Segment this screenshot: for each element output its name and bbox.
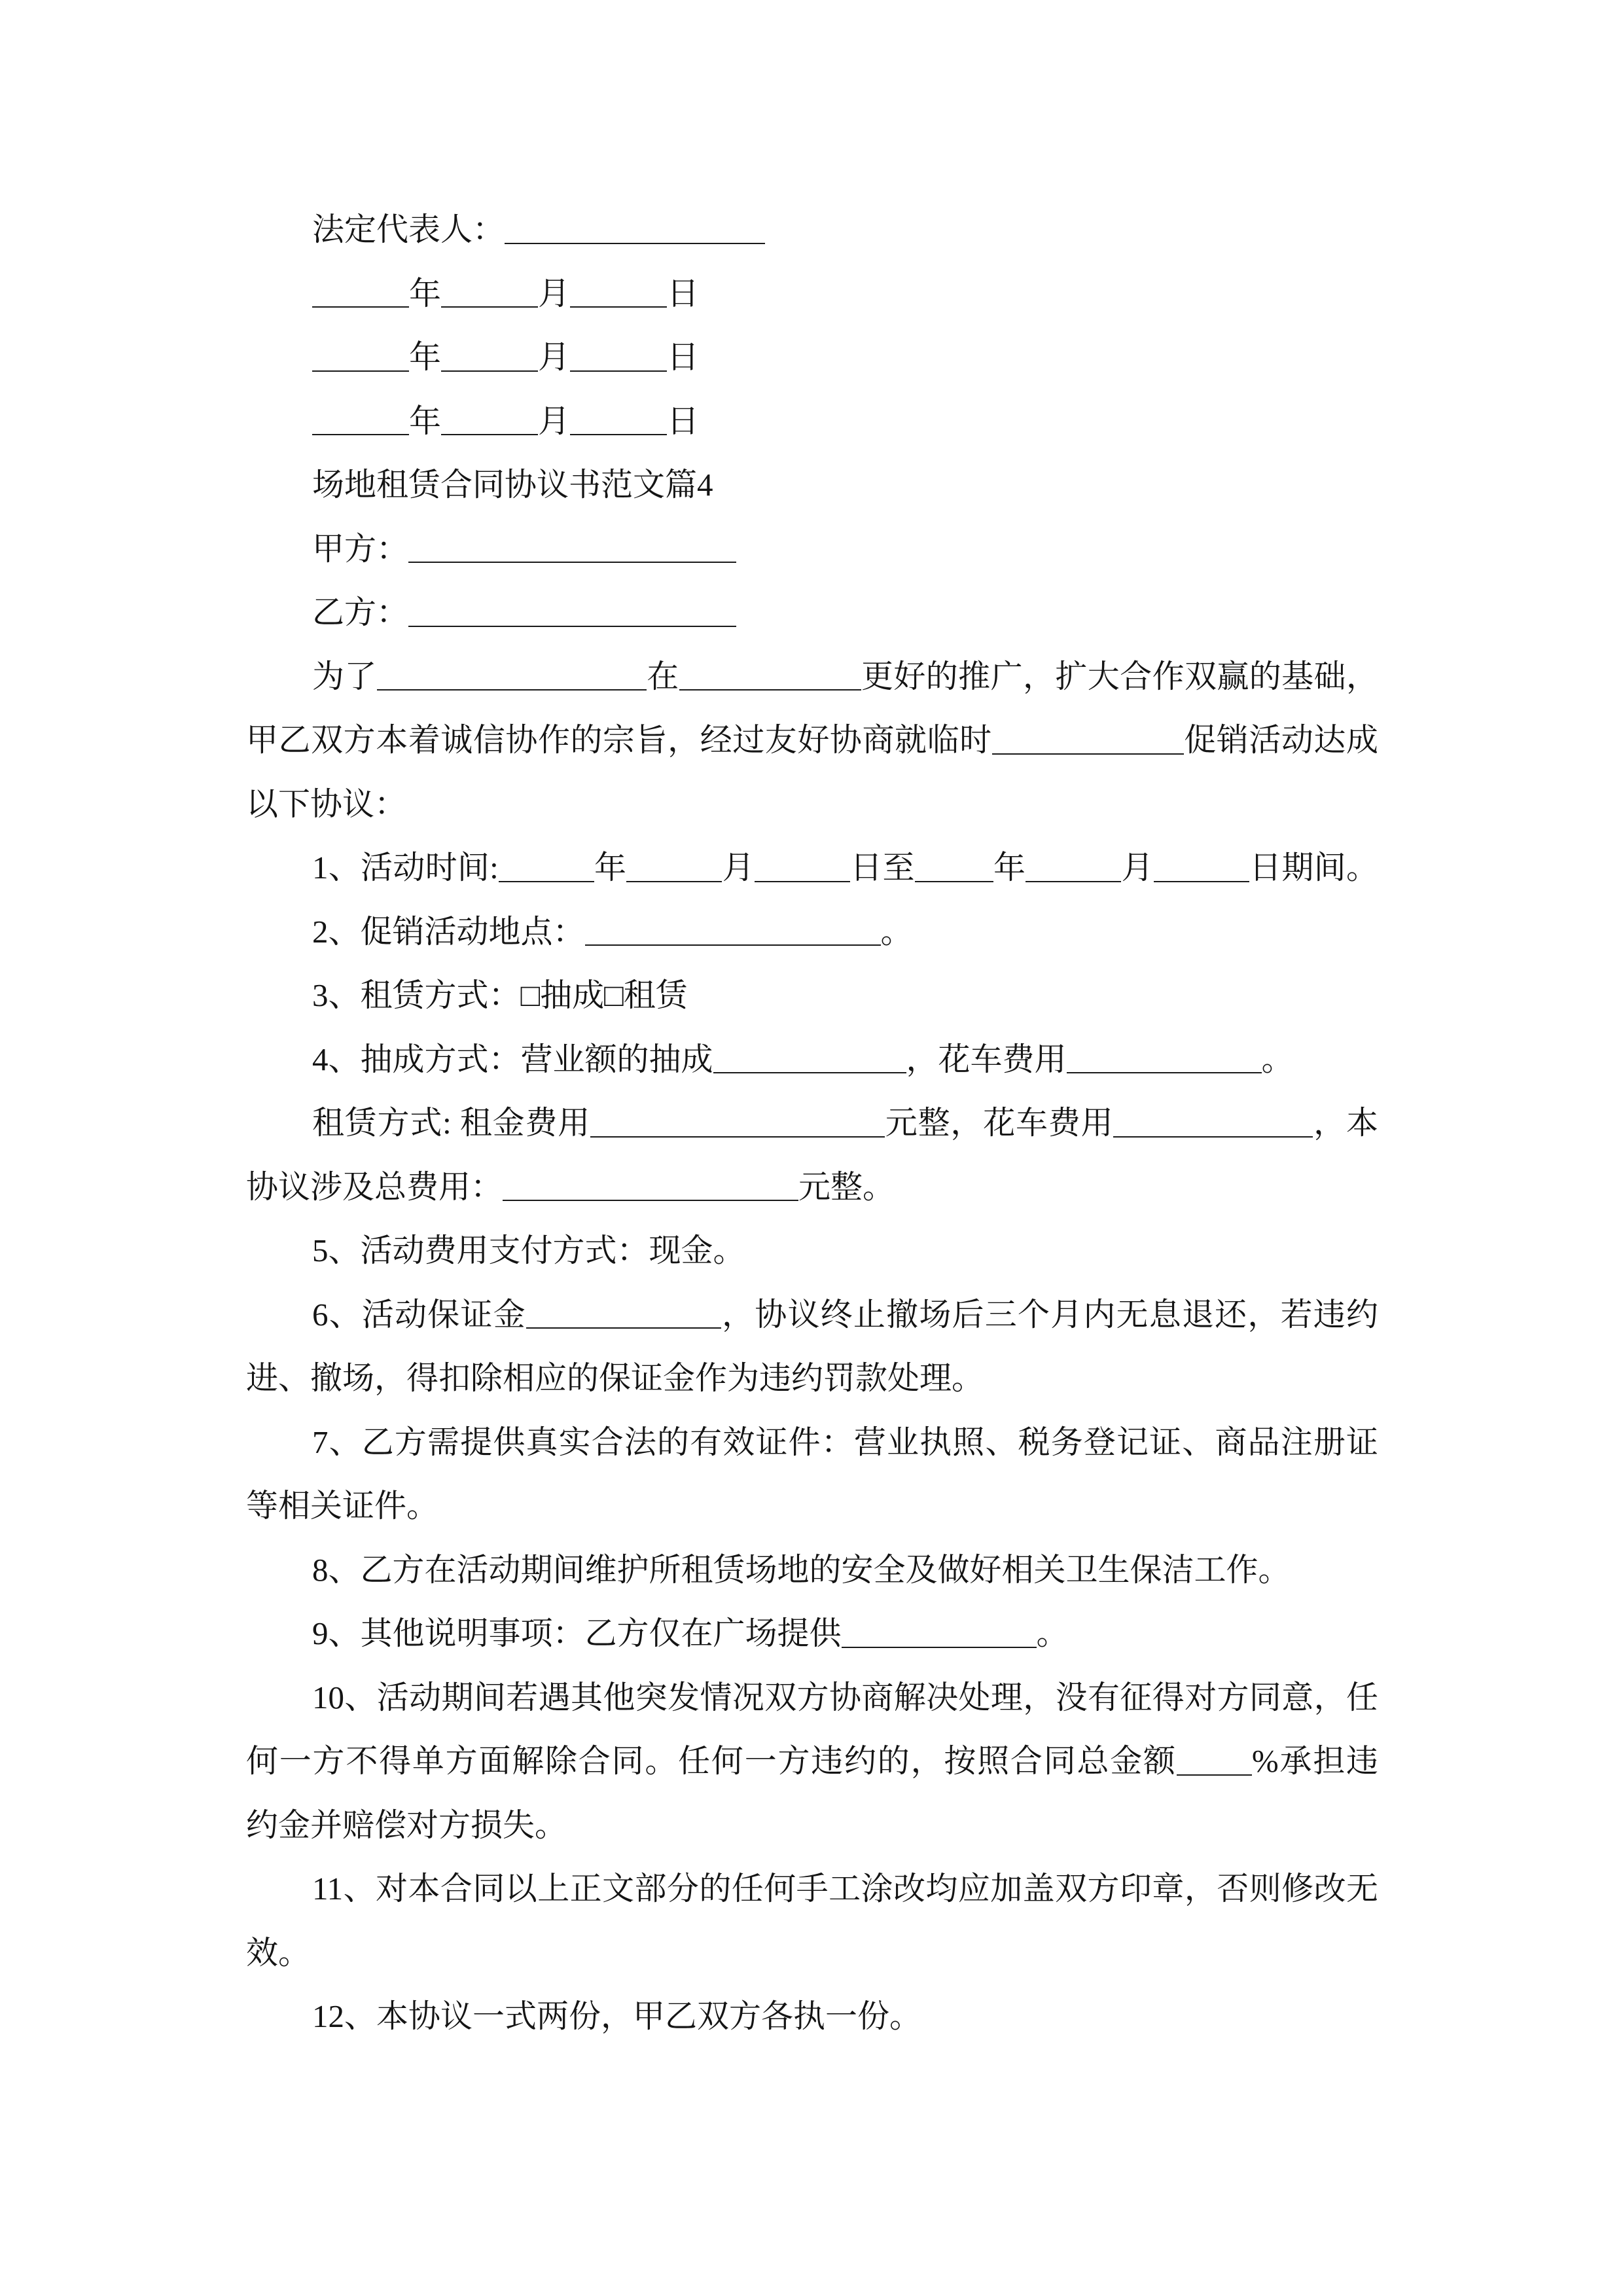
party-a-blank bbox=[408, 533, 736, 563]
day-label: 日至 bbox=[849, 850, 915, 886]
legal-representative-line bbox=[246, 198, 1378, 262]
section-title: 场地租赁合同协议书范文篇4 bbox=[312, 467, 713, 503]
document-page bbox=[246, 198, 1378, 2049]
clause-7-line-2: 等相关证件。 bbox=[246, 1488, 439, 1524]
party-b-label: 乙方： bbox=[312, 594, 409, 630]
intro-line-2 bbox=[246, 708, 1378, 772]
clause-text: ，花车费用 bbox=[906, 1041, 1067, 1077]
end-year-blank bbox=[915, 852, 993, 882]
year-label: 年 bbox=[409, 339, 442, 375]
cart-fee-blank bbox=[1113, 1107, 1313, 1138]
intro-text: 促销活动达成 bbox=[1183, 722, 1378, 758]
legal-representative-blank bbox=[505, 214, 765, 244]
month-label: 月 bbox=[1121, 850, 1154, 886]
start-month-blank bbox=[626, 852, 722, 882]
party-b-line bbox=[246, 581, 1378, 645]
clause-text: 协议涉及总费用： bbox=[246, 1168, 503, 1205]
organizer-blank bbox=[377, 660, 647, 691]
year-label: 年 bbox=[409, 275, 442, 312]
month-blank bbox=[441, 342, 538, 372]
intro-line-1 bbox=[246, 645, 1378, 709]
clause-label: 租赁方式: 租金费用 bbox=[312, 1105, 591, 1141]
day-label: 日 bbox=[667, 403, 700, 439]
day-blank bbox=[570, 342, 667, 372]
clause-text: %承担违 bbox=[1251, 1743, 1378, 1779]
month-label: 月 bbox=[538, 403, 571, 439]
total-fee-blank bbox=[503, 1171, 798, 1201]
day-blank bbox=[570, 278, 667, 308]
start-day-blank bbox=[755, 852, 850, 882]
clause-10-line-1: 10、活动期间若遇其他突发情况双方协商解决处理，没有征得对方同意，任 bbox=[312, 1679, 1378, 1715]
year-label: 年 bbox=[594, 850, 627, 886]
clause-label: 9、其他说明事项：乙方仅在广场提供 bbox=[312, 1615, 842, 1651]
deposit-blank bbox=[526, 1299, 721, 1329]
day-blank bbox=[570, 405, 667, 435]
clause-5-payment: 5、活动费用支付方式：现金。 bbox=[312, 1232, 745, 1268]
clause-2-location bbox=[246, 900, 1378, 964]
clause-label: 1、活动时间: bbox=[312, 850, 499, 886]
penalty-percent-blank bbox=[1177, 1746, 1252, 1776]
party-b-blank bbox=[408, 597, 736, 627]
intro-text: 甲乙双方本着诚信协作的宗旨，经过友好协商就临时 bbox=[246, 722, 992, 758]
month-blank bbox=[441, 278, 538, 308]
rental-line-2 bbox=[246, 1155, 1378, 1219]
year-blank bbox=[312, 405, 409, 435]
day-label: 日 bbox=[667, 275, 700, 312]
clause-10-line-3: 约金并赔偿对方损失。 bbox=[246, 1806, 567, 1843]
commission-blank bbox=[713, 1043, 906, 1073]
clause-12: 12、本协议一式两份，甲乙双方各执一份。 bbox=[312, 1998, 922, 2034]
month-label: 月 bbox=[538, 275, 571, 312]
clause-6-line-1 bbox=[246, 1283, 1378, 1347]
clause-text: 。 bbox=[1261, 1041, 1294, 1077]
clause-text: 何一方不得单方面解除合同。任何一方违约的，按照合同总金额 bbox=[246, 1743, 1177, 1779]
date-line bbox=[246, 262, 1378, 326]
date-line bbox=[246, 325, 1378, 389]
clause-1-activity-time bbox=[246, 836, 1378, 900]
party-a-line bbox=[246, 517, 1378, 581]
clause-text: 。 bbox=[1036, 1615, 1069, 1651]
provision-blank bbox=[842, 1618, 1037, 1648]
day-label: 日期间。 bbox=[1249, 850, 1378, 886]
clause-11-line-2: 效。 bbox=[246, 1934, 311, 1971]
clause-label: 2、促销活动地点： bbox=[312, 913, 585, 950]
end-day-blank bbox=[1154, 852, 1249, 882]
clause-6-line-2: 进、撤场，得扣除相应的保证金作为违约罚款处理。 bbox=[246, 1360, 984, 1396]
clause-7-line-1: 7、乙方需提供真实合法的有效证件：营业执照、税务登记证、商品注册证 bbox=[312, 1424, 1378, 1460]
intro-text: 更好的推广，扩大合作双赢的基础， bbox=[861, 658, 1378, 694]
year-label: 年 bbox=[993, 850, 1026, 886]
start-year-blank bbox=[499, 852, 594, 882]
clause-4-commission bbox=[246, 1028, 1378, 1092]
year-blank bbox=[312, 342, 409, 372]
month-label: 月 bbox=[538, 339, 571, 375]
clause-text: ，本 bbox=[1313, 1105, 1378, 1141]
rental-line-1 bbox=[246, 1091, 1378, 1155]
clause-11-line-1: 11、对本合同以上正文部分的任何手工涂改均应加盖双方印章，否则修改无 bbox=[312, 1871, 1378, 1907]
day-label: 日 bbox=[667, 339, 700, 375]
clause-text: 。 bbox=[880, 913, 913, 950]
clause-label: 4、抽成方式：营业额的抽成 bbox=[312, 1041, 713, 1077]
intro-line-3: 以下协议： bbox=[246, 785, 407, 822]
date-line bbox=[246, 389, 1378, 454]
legal-representative-label: 法定代表人： bbox=[312, 211, 505, 247]
intro-text: 为了 bbox=[312, 658, 377, 694]
clause-label: 6、活动保证金 bbox=[312, 1296, 526, 1333]
intro-text: 在 bbox=[646, 658, 679, 694]
clause-3-rental-mode: 3、租赁方式：□抽成□租赁 bbox=[312, 977, 688, 1013]
month-label: 月 bbox=[722, 850, 755, 886]
month-blank bbox=[441, 405, 538, 435]
clause-text: 元整。 bbox=[798, 1168, 895, 1205]
clause-text: 元整，花车费用 bbox=[885, 1105, 1114, 1141]
year-blank bbox=[312, 278, 409, 308]
clause-9 bbox=[246, 1602, 1378, 1666]
venue-blank bbox=[679, 660, 861, 691]
rent-fee-blank bbox=[590, 1107, 885, 1138]
end-month-blank bbox=[1026, 852, 1121, 882]
party-a-label: 甲方： bbox=[312, 530, 409, 567]
clause-10-line-2 bbox=[246, 1729, 1378, 1793]
promotion-blank bbox=[992, 725, 1184, 755]
cart-fee-blank bbox=[1067, 1043, 1262, 1073]
year-label: 年 bbox=[409, 403, 442, 439]
clause-text: ，协议终止撤场后三个月内无息退还，若违约 bbox=[721, 1296, 1378, 1333]
location-blank bbox=[585, 916, 881, 946]
clause-8: 8、乙方在活动期间维护所租赁场地的安全及做好相关卫生保洁工作。 bbox=[312, 1551, 1291, 1588]
